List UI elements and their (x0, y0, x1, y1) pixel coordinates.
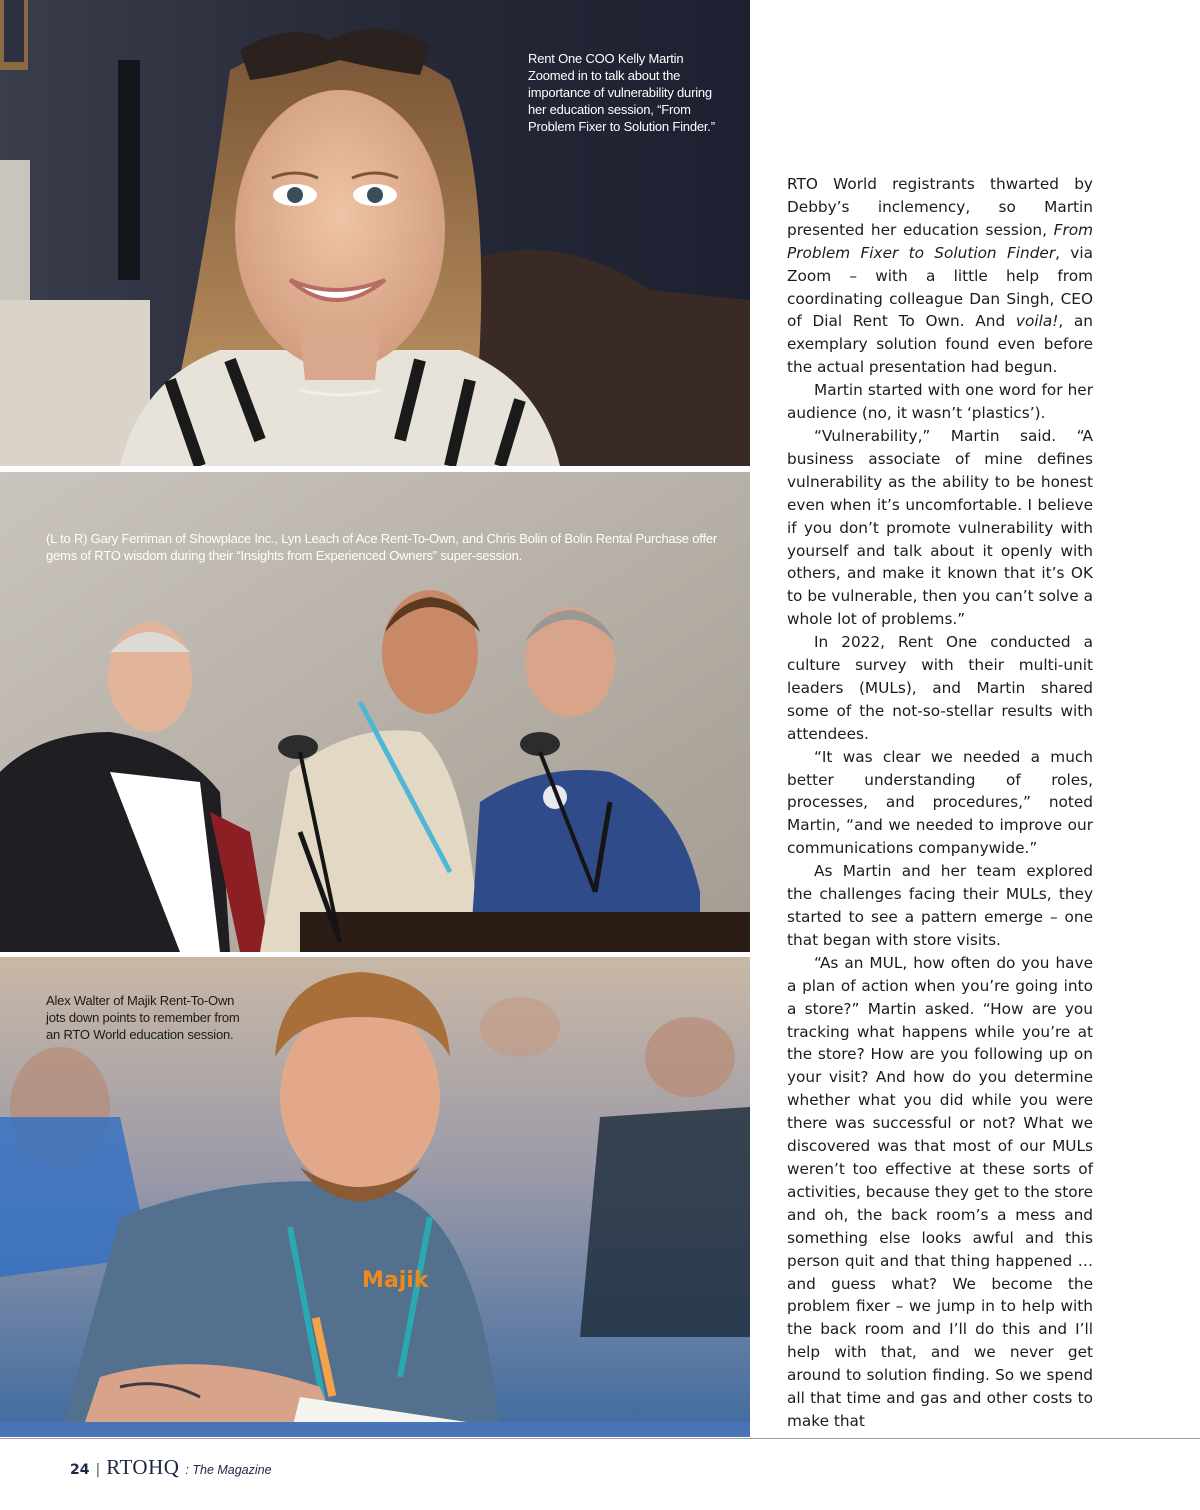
article-text: , an exemplary solution found even before the actual presentation had begun. (787, 312, 1094, 377)
article-text: RTO World registrants thwarted by Debby’s inclemency, so Martin presented her education session, (787, 175, 1093, 239)
article-paragraph-7: “As an MUL, how often do you have a plan of action when you’re going into a store?” Martin asked. “How are you tracking what happens while you’re at the store? How are you following up on your visit? And how do you determine whether what you did while you were there was successful or not? What we discovered was that most of our MULs weren’t too effective at these sorts of activities, because they get to the store and oh, the back room’s a mess and something else looks awful and this person quit and that thing happened … and guess what? We become the problem fixer – we jump in to help with the back room and I’ll do this and I’ll help with that, and we never get around to solution finding. So we spend all that time and gas and other costs to make that (787, 953, 1093, 1430)
article-paragraph-6: As Martin and her team explored the challenges facing their MULs, they started to see a pattern emerge – one that began with store visits. (787, 862, 1093, 949)
page-footer (70, 1455, 272, 1479)
article-paragraph-2: Martin started with one word for her audience (no, it wasn’t ‘plastics’). (787, 381, 1093, 423)
article-paragraph-3: “Vulnerability,” Martin said. “A business associate of mine defines vulnerability as the ability to be honest even when it’s uncomfortable. I believe if you don’t promote vulnerability with yourself and talk about it openly with others, and make it known that it’s OK to be vulnerable, then you can’t solve a whole lot of problems.” (787, 426, 1093, 629)
article-body (787, 173, 1093, 1433)
shirt-logo-text: Majik (362, 1268, 429, 1293)
photo-caption-kelly-martin: Rent One COO Kelly Martin Zoomed in to talk about the importance of vulnerability during her education session, “From Problem Fixer to Solution Finder.” (528, 51, 715, 134)
article-text: , via Zoom – with a little help from coordinating colleague Dan Singh, CEO of Dial Rent To Own. And (787, 243, 1093, 331)
footer-divider (0, 1438, 1200, 1439)
photo-caption-panel: (L to R) Gary Ferriman of Showplace Inc., Lyn Leach of Ace Rent-To-Own, and Chris Bolin of Bolin Rental Purchase offer gems of RTO wisdom during their “Insights from Experienced Owners” super-session. (46, 531, 718, 563)
article-paragraph-1 (787, 173, 1093, 379)
magazine-logo: RTOHQ (106, 1455, 180, 1479)
magazine-subtitle: : The Magazine (185, 1463, 272, 1477)
article-paragraph-5: “It was clear we needed a much better understanding of roles, processes, and procedures,” noted Martin, “and we needed to improve our communications companywide.” (787, 747, 1093, 858)
session-title: From Problem Fixer to Solution Finder (787, 220, 1093, 262)
footer-separator: | (95, 1462, 101, 1478)
page-number: 24 (70, 1462, 90, 1478)
voila-emphasis: voila! (1015, 312, 1059, 331)
photo-caption-alex-walter: Alex Walter of Majik Rent-To-Own jots down points to remember from an RTO World education session. (46, 993, 240, 1042)
article-paragraph-4: In 2022, Rent One conducted a culture survey with their multi-unit leaders (MULs), and Martin shared some of the not-so-stellar results with attendees. (787, 633, 1093, 743)
